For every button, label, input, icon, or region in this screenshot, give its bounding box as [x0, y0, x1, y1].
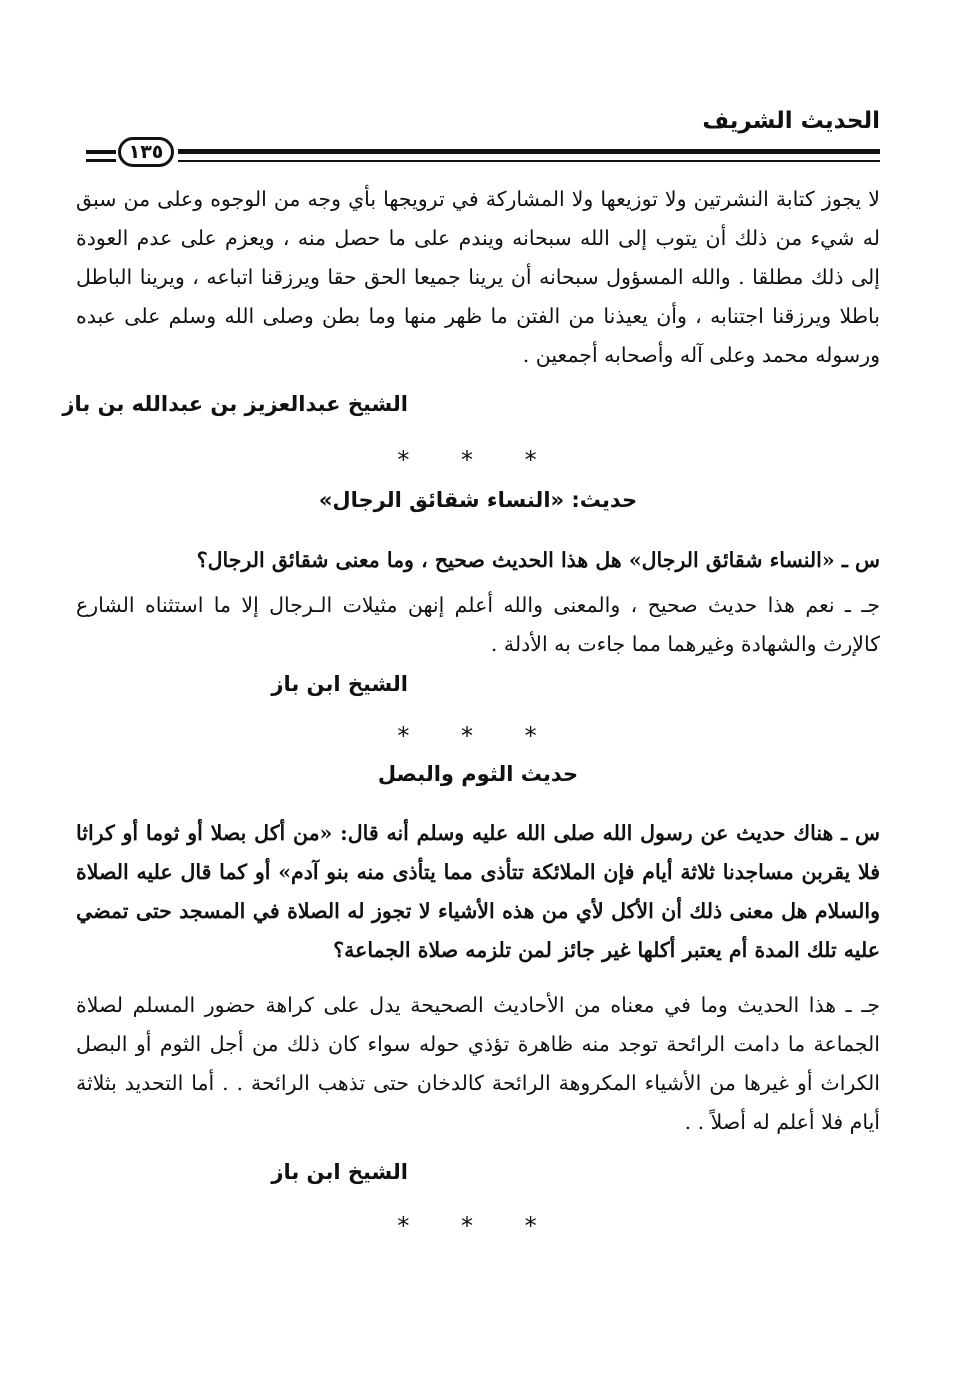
signature-ibn-baz: الشيخ ابن باز [271, 672, 408, 696]
answer-women-hadith: جـ ـ نعم هذا حديث صحيح ، والمعنى والله أعلم إنهن مثيلات الـرجال إلا ما استثناه الشارع كالإرث والشهادة وغيرهما مما جاءت به الأدلة . [76, 593, 880, 656]
separator-stars: * * * [397, 722, 559, 750]
header-rule-left [86, 150, 116, 154]
question-women-hadith: س ـ «النساء شقائق الرجال» هل هذا الحديث صحيح ، وما معنى شقائق الرجال؟ [196, 548, 880, 572]
fatwa-continuation-text: لا يجوز كتابة النشرتين ولا توزيعها ولا المشاركة في ترويجها بأي وجه من الوجوه وعلى من سبق له شيء من ذلك أن يتوب إلى الله سبحانه ويندم على ما حصل منه ، ويعزم على عدم العودة إلى ذلك مطلقا . والله المسؤول سبحانه أن يرينا جميعا الحق حقا ويرزقنا اتباعه ، ويرينا الباطل باطلا ويرزقنا اجتنابه ، وأن يعيذنا من الفتن ما ظهر منها وما بطن وصلى الله وسلم على عبده ورسوله محمد وعلى آله وأصحابه أجمعين . [76, 187, 880, 367]
question-garlic-onion: س ـ هناك حديث عن رسول الله صلى الله عليه وسلم أنه قال: «من أكل بصلا أو ثوما أو كراثا فلا يقربن مساجدنا ثلاثة أيام فإن الملائكة تتأذى مما يتأذى منه بنو آدم» أو كما قال عليه الصلاة والسلام هل معنى ذلك أن الأكل لأي من هذه الأشياء لا تجوز له الصلاة في المسجد حتى تمضي عليه تلك المدة أم يعتبر أكلها غير جائز لمن تلزمه صلاة الجماعة؟ [76, 821, 880, 962]
signature-ibn-baz: الشيخ ابن باز [271, 1160, 408, 1184]
header-rule-thin [178, 160, 880, 162]
answer-garlic-onion: جـ ـ هذا الحديث وما في معناه من الأحاديث الصحيحة يدل على كراهة حضور المسلم لصلاة الجماعة ما دامت الرائحة توجد منه ظاهرة تؤذي حوله سواء كان ذلك من أجل الثوم أو البصل الكراث أو غيرها من الأشياء المكروهة الرائحة كالدخان حتى تذهب الرائحة . . أما التحديد بثلاثة أيام فلا أعلم له أصلاً . . [76, 993, 881, 1134]
separator-stars: * * * [397, 446, 559, 474]
section-heading-women-hadith: حديث: «النساء شقائق الرجال» [318, 488, 638, 512]
separator-stars: * * * [397, 1212, 559, 1240]
running-header-title: الحديث الشريف [702, 108, 880, 134]
signature-bin-baz-full: الشيخ عبدالعزيز بن عبدالله بن باز [62, 392, 408, 416]
page-number-badge: ١٣٥ [118, 137, 174, 167]
header-rule-left-lower [86, 159, 116, 162]
header-rule-thick [178, 149, 880, 154]
section-heading-garlic-onion: حديث الثوم والبصل [377, 762, 579, 786]
